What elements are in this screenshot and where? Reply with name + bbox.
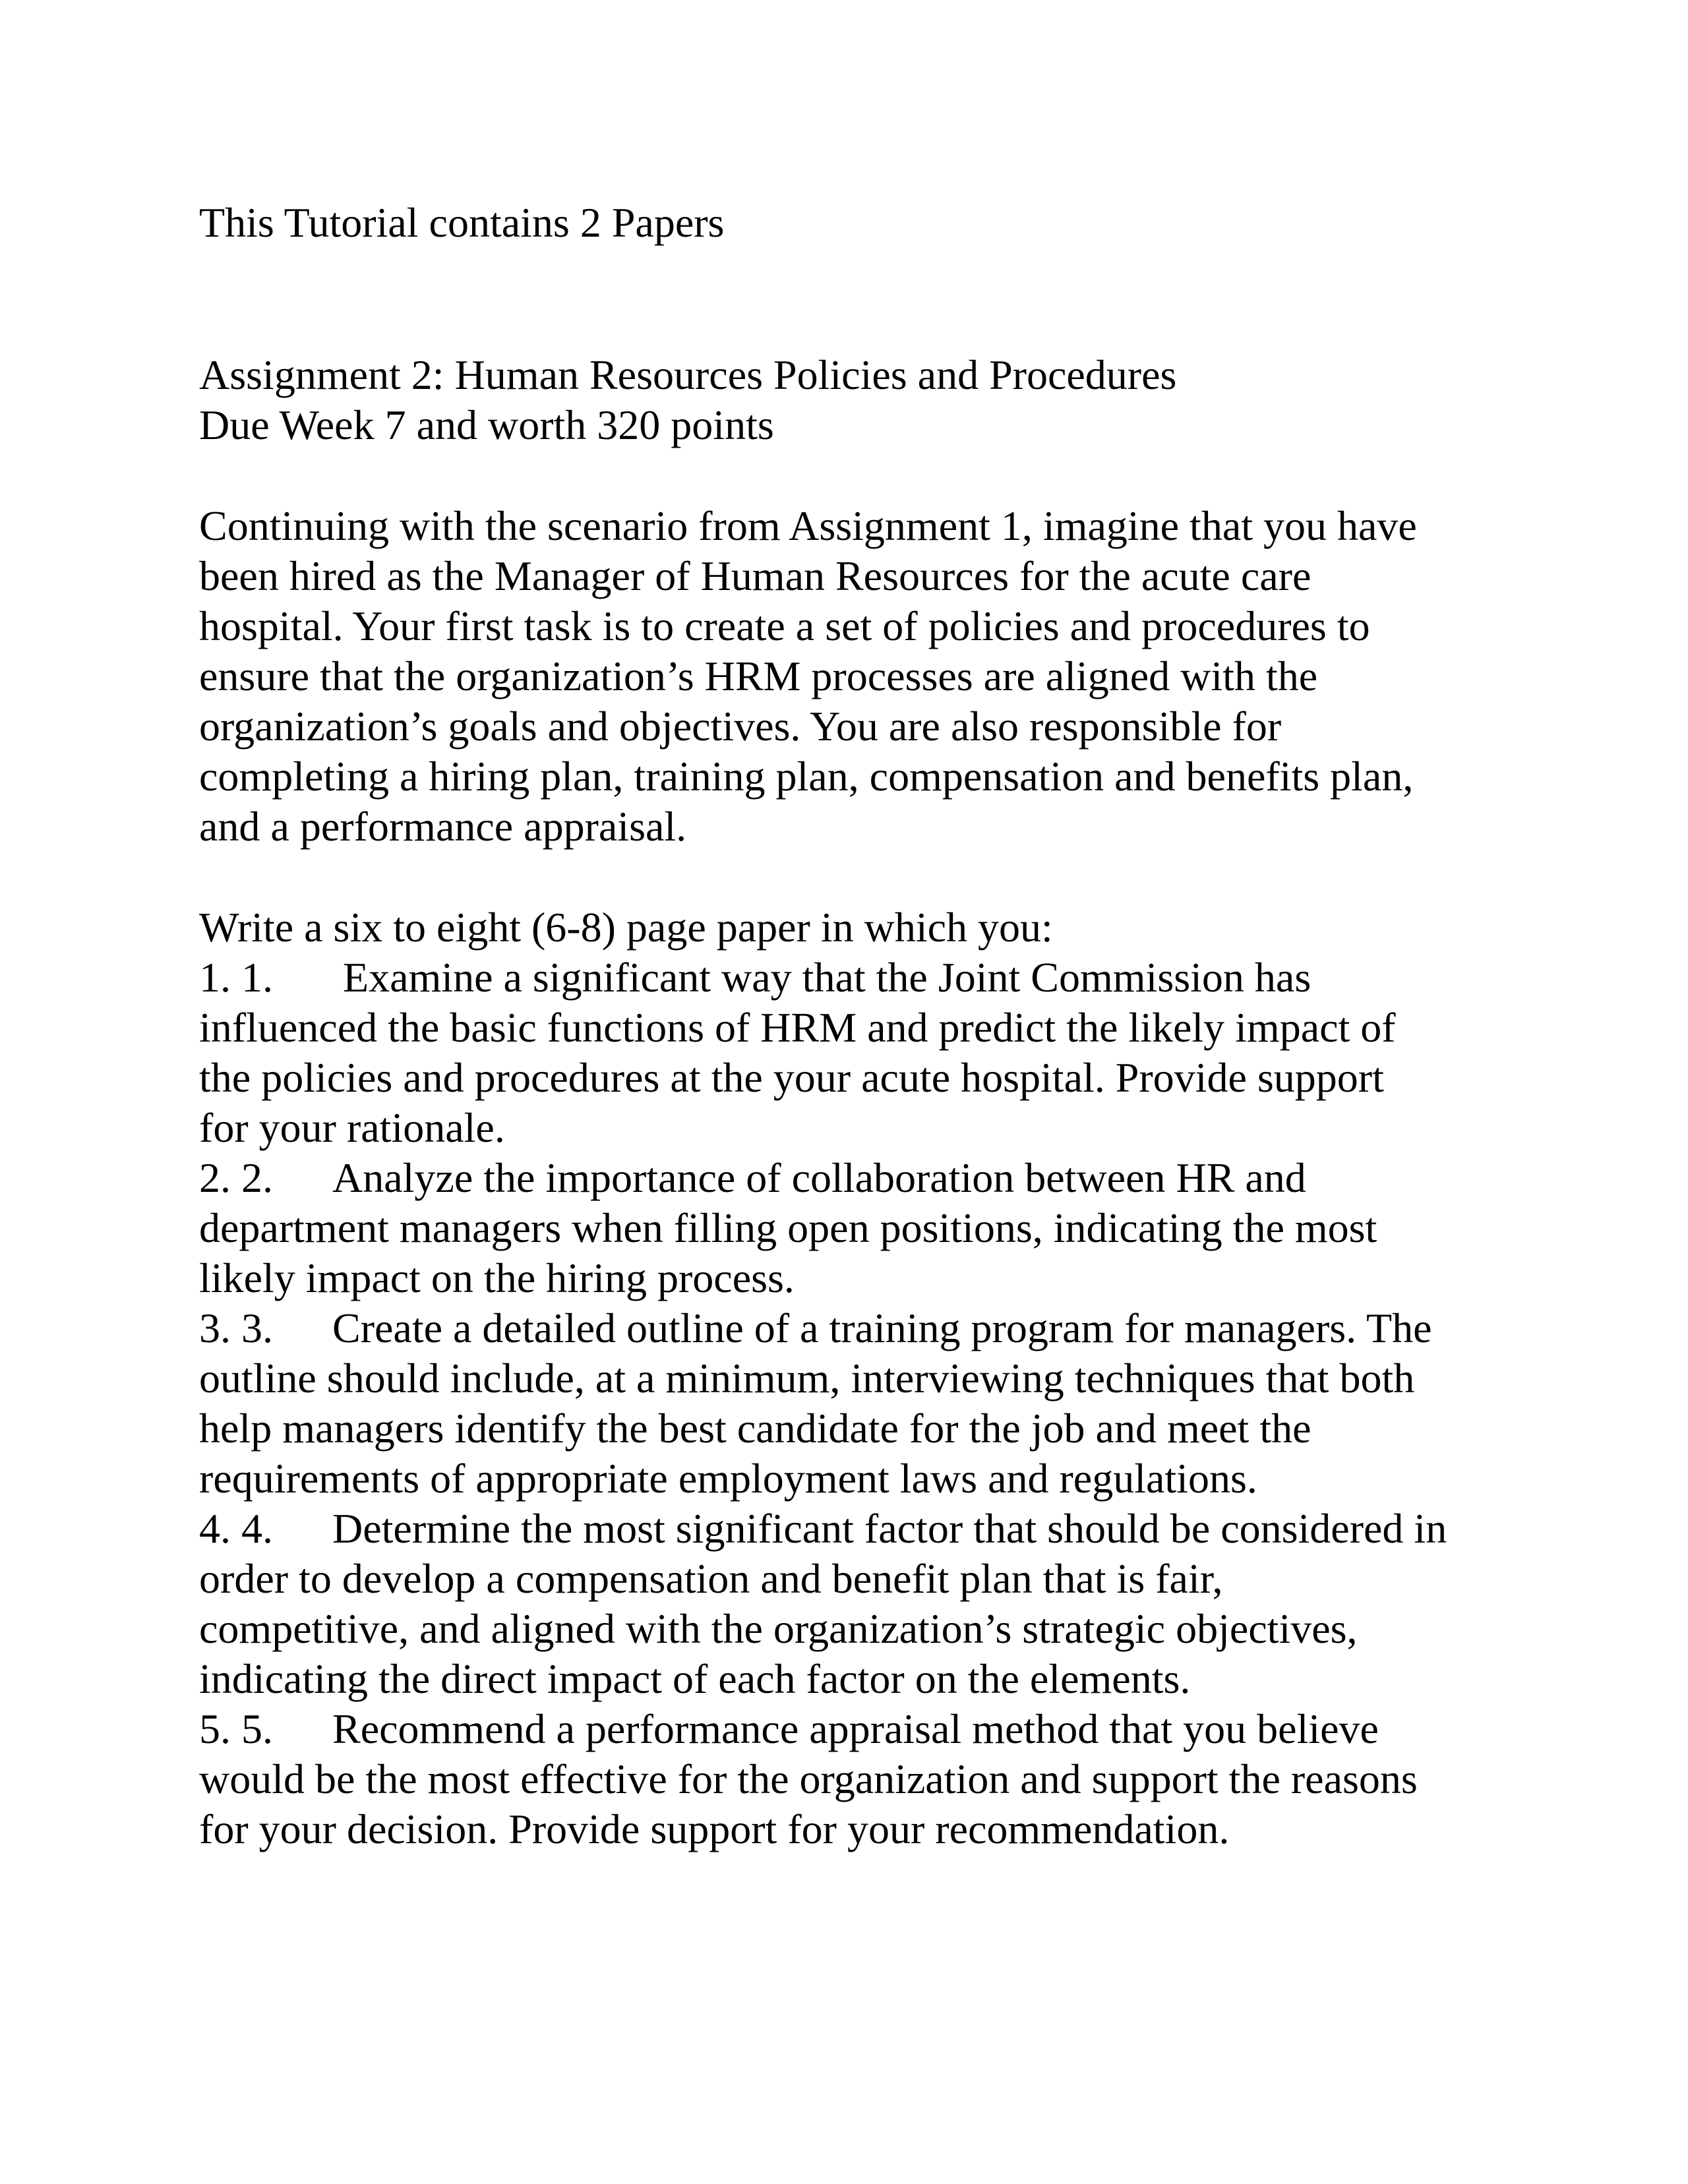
item-line: for your decision. Provide support for your recommendation. bbox=[199, 1806, 1230, 1852]
item-text: Determine the most significant factor that should be considered in bbox=[332, 1505, 1447, 1552]
item-line: help managers identify the best candidate for the job and meet the bbox=[199, 1405, 1311, 1452]
assignment-title: Assignment 2: Human Resources Policies and Procedures bbox=[199, 351, 1177, 398]
item-text: Examine a significant way that the Joint Commission has bbox=[343, 954, 1311, 1001]
assignment-due: Due Week 7 and worth 320 points bbox=[199, 401, 774, 448]
item-text: Analyze the importance of collaboration between HR and bbox=[332, 1154, 1306, 1201]
list-item bbox=[199, 953, 1311, 1003]
scenario-line: ensure that the organization’s HRM processes are aligned with the bbox=[199, 653, 1318, 699]
item-line: influenced the basic functions of HRM and predict the likely impact of bbox=[199, 1004, 1396, 1051]
item-number: 3. 3. bbox=[199, 1305, 273, 1351]
list-item bbox=[199, 1153, 1306, 1203]
item-line: for your rationale. bbox=[199, 1104, 505, 1151]
item-line: competitive, and aligned with the organization’s strategic objectives, bbox=[199, 1605, 1358, 1652]
item-line: the policies and procedures at the your acute hospital. Provide support bbox=[199, 1054, 1384, 1101]
item-line: likely impact on the hiring process. bbox=[199, 1254, 795, 1301]
item-line: department managers when filling open positions, indicating the most bbox=[199, 1204, 1377, 1251]
scenario-line: completing a hiring plan, training plan, compensation and benefits plan, bbox=[199, 753, 1414, 800]
item-number: 5. 5. bbox=[199, 1705, 273, 1752]
list-item bbox=[199, 1504, 1447, 1554]
item-text: Recommend a performance appraisal method that you believe bbox=[332, 1705, 1379, 1752]
scenario-line: organization’s goals and objectives. You are also responsible for bbox=[199, 703, 1282, 750]
item-number: 1. 1. bbox=[199, 954, 273, 1001]
scenario-line: Continuing with the scenario from Assignment 1, imagine that you have bbox=[199, 502, 1417, 549]
item-line: indicating the direct impact of each factor on the elements. bbox=[199, 1655, 1191, 1702]
item-number: 4. 4. bbox=[199, 1505, 273, 1552]
scenario-line: hospital. Your first task is to create a set of policies and procedures to bbox=[199, 603, 1370, 649]
item-text: Create a detailed outline of a training program for managers. The bbox=[332, 1305, 1432, 1351]
list-item bbox=[199, 1303, 1432, 1353]
task-intro: Write a six to eight (6-8) page paper in which you: bbox=[199, 904, 1053, 951]
item-line: requirements of appropriate employment laws and regulations. bbox=[199, 1455, 1257, 1502]
item-number: 2. 2. bbox=[199, 1154, 273, 1201]
scenario-line: and a performance appraisal. bbox=[199, 803, 687, 850]
item-line: would be the most effective for the organization and support the reasons bbox=[199, 1756, 1418, 1802]
intro-text: This Tutorial contains 2 Papers bbox=[199, 199, 725, 246]
item-line: order to develop a compensation and benefit plan that is fair, bbox=[199, 1555, 1223, 1602]
scenario-line: been hired as the Manager of Human Resources for the acute care bbox=[199, 552, 1311, 599]
item-line: outline should include, at a minimum, interviewing techniques that both bbox=[199, 1355, 1415, 1402]
list-item bbox=[199, 1704, 1379, 1754]
